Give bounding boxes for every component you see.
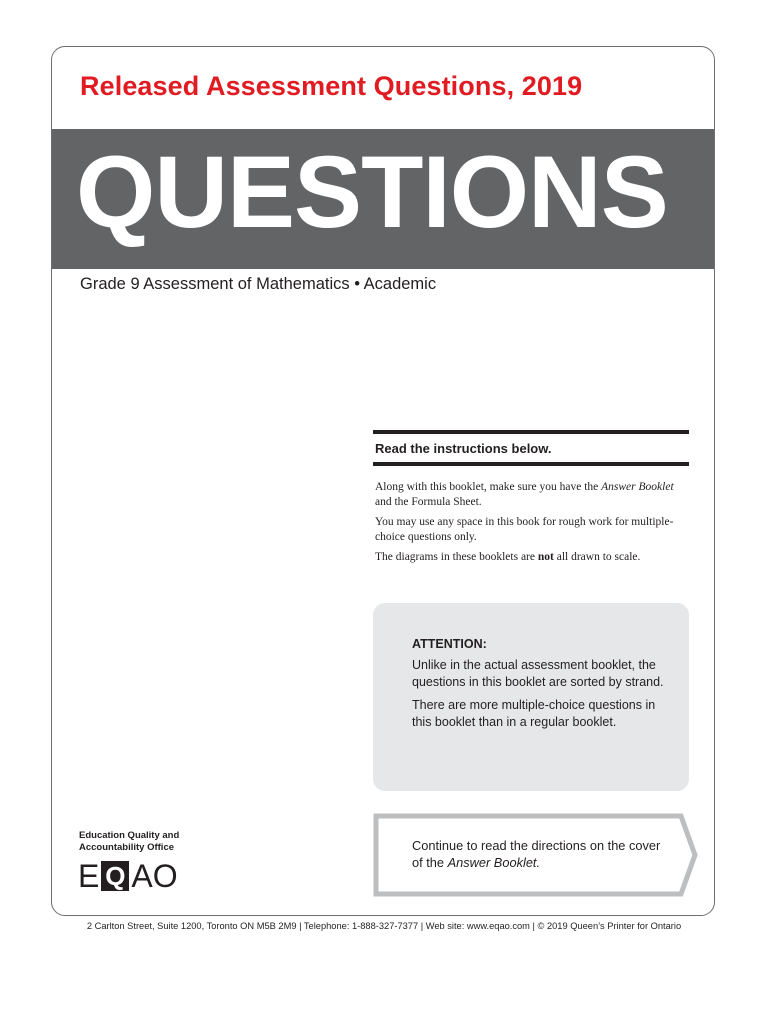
- attention-paragraph-1: Unlike in the actual assessment booklet, the questions in this booklet are sorted by strand.: [412, 658, 664, 689]
- eqao-logo: E Q AO: [78, 857, 178, 894]
- instructions-heading: Read the instructions below.: [375, 441, 552, 456]
- assessment-subtitle: Grade 9 Assessment of Mathematics • Academic: [80, 275, 437, 293]
- instruction-paragraph-3: The diagrams in these booklets are not all drawn to scale.: [375, 551, 641, 563]
- eqao-organization-name: Education Quality and Accountability Office: [79, 830, 180, 853]
- footer-contact-info: 2 Carlton Street, Suite 1200, Toronto ON M5B 2M9 | Telephone: 1-888-327-7377 | Web site: www.eqao.com | © 2019 Queen’s Printer for Ontario: [86, 921, 682, 931]
- instructions-section: [373, 430, 689, 570]
- attention-paragraph-2: There are more multiple-choice questions in this booklet than in a regular booklet.: [412, 698, 656, 729]
- instruction-paragraph-1: Along with this booklet, make sure you have the Answer Booklet and the Formula Sheet.: [375, 481, 674, 508]
- document-title: Released Assessment Questions, 2019: [80, 71, 583, 101]
- instruction-paragraph-2: You may use any space in this book for rough work for multiple-choice questions only.: [375, 516, 674, 543]
- band-title: QUESTIONS: [76, 135, 668, 249]
- instructions-body: [373, 480, 689, 565]
- eqao-q-mark: Q: [101, 861, 129, 891]
- continue-directions-text: Continue to read the directions on the cover of the Answer Booklet.: [412, 838, 661, 870]
- attention-heading: ATTENTION:: [412, 637, 487, 651]
- instructions-bottom-rule: [373, 462, 689, 466]
- title-band: [52, 129, 714, 269]
- cover-page: [51, 46, 715, 916]
- attention-box: [373, 603, 689, 791]
